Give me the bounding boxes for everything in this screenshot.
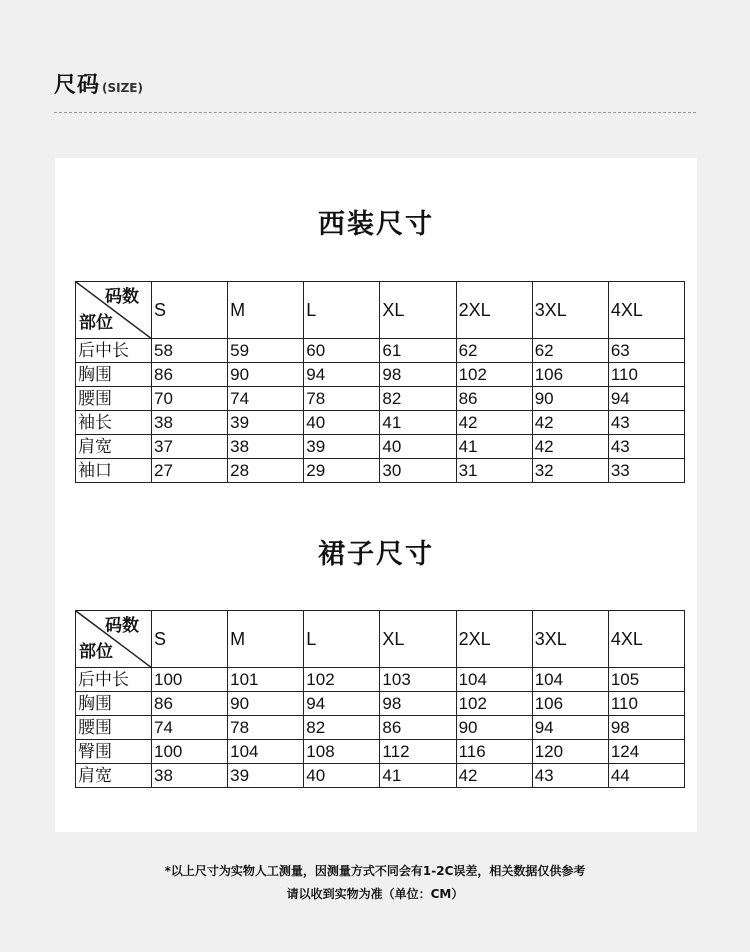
table-cell: 104	[532, 668, 608, 692]
table-cell: 40	[304, 411, 380, 435]
table-cell: 104	[228, 740, 304, 764]
size-header-cell: S	[152, 282, 228, 339]
size-header-cell: L	[304, 611, 380, 668]
table-cell: 42	[532, 435, 608, 459]
table-cell: 61	[380, 339, 456, 363]
size-header-cell: 4XL	[608, 611, 684, 668]
corner-size-label: 码数	[105, 616, 139, 636]
row-label-cell: 肩宽	[76, 435, 152, 459]
table-cell: 90	[456, 716, 532, 740]
size-header-cell: L	[304, 282, 380, 339]
table-cell: 41	[456, 435, 532, 459]
size-header-cell: S	[152, 611, 228, 668]
table-cell: 86	[152, 692, 228, 716]
row-label-cell: 袖长	[76, 411, 152, 435]
table-cell: 86	[456, 387, 532, 411]
size-header-cell: XL	[380, 611, 456, 668]
table-cell: 33	[608, 459, 684, 483]
table-cell: 94	[304, 363, 380, 387]
suit-table-title: 西装尺寸	[318, 209, 434, 240]
table-cell: 58	[152, 339, 228, 363]
table-cell: 90	[228, 363, 304, 387]
table-cell: 98	[380, 692, 456, 716]
size-header-cell: M	[228, 611, 304, 668]
size-header-cell: 2XL	[456, 282, 532, 339]
table-row	[76, 411, 685, 435]
table-cell: 98	[380, 363, 456, 387]
table-row	[76, 387, 685, 411]
table-cell: 39	[304, 435, 380, 459]
row-label-cell: 腰围	[76, 716, 152, 740]
table-cell: 32	[532, 459, 608, 483]
header-title: 尺码	[54, 73, 101, 98]
corner-part-label: 部位	[79, 642, 113, 662]
size-header-cell: 3XL	[532, 611, 608, 668]
table-cell: 102	[456, 692, 532, 716]
table-cell: 102	[304, 668, 380, 692]
skirt-size-table	[75, 610, 685, 788]
table-cell: 63	[608, 339, 684, 363]
table-cell: 101	[228, 668, 304, 692]
skirt-table-title: 裙子尺寸	[318, 539, 434, 570]
table-cell: 38	[152, 764, 228, 788]
table-cell: 124	[608, 740, 684, 764]
table-cell: 116	[456, 740, 532, 764]
corner-size-label: 码数	[105, 287, 139, 307]
table-cell: 28	[228, 459, 304, 483]
table-cell: 108	[304, 740, 380, 764]
table-cell: 41	[380, 411, 456, 435]
table-cell: 43	[532, 764, 608, 788]
table-cell: 59	[228, 339, 304, 363]
table-cell: 62	[532, 339, 608, 363]
table-cell: 39	[228, 411, 304, 435]
section-header	[54, 68, 143, 99]
table-row	[76, 668, 685, 692]
table-cell: 31	[456, 459, 532, 483]
table-row	[76, 692, 685, 716]
size-header-cell: XL	[380, 282, 456, 339]
header-subtitle: (SIZE)	[102, 81, 143, 95]
row-label-cell: 肩宽	[76, 764, 152, 788]
table-row	[76, 363, 685, 387]
table-cell: 104	[456, 668, 532, 692]
table-cell: 103	[380, 668, 456, 692]
table-cell: 102	[456, 363, 532, 387]
row-label-cell: 后中长	[76, 339, 152, 363]
size-header-cell: 3XL	[532, 282, 608, 339]
table-cell: 42	[456, 764, 532, 788]
table-cell: 100	[152, 668, 228, 692]
size-header-cell: 2XL	[456, 611, 532, 668]
size-chart-card	[55, 158, 697, 832]
table-row	[76, 459, 685, 483]
table-row	[76, 764, 685, 788]
table-cell: 29	[304, 459, 380, 483]
table-cell: 94	[304, 692, 380, 716]
table-cell: 62	[456, 339, 532, 363]
table-cell: 27	[152, 459, 228, 483]
table-cell: 60	[304, 339, 380, 363]
table-cell: 42	[456, 411, 532, 435]
table-cell: 94	[532, 716, 608, 740]
table-cell: 112	[380, 740, 456, 764]
table-cell: 78	[228, 716, 304, 740]
table-cell: 44	[608, 764, 684, 788]
row-label-cell: 腰围	[76, 387, 152, 411]
table-cell: 90	[228, 692, 304, 716]
suit-size-table	[75, 281, 685, 483]
table-cell: 98	[608, 716, 684, 740]
table-cell: 94	[608, 387, 684, 411]
size-header-cell: 4XL	[608, 282, 684, 339]
table-cell: 38	[152, 411, 228, 435]
table-header-row	[76, 611, 685, 668]
table-cell: 78	[304, 387, 380, 411]
table-cell: 70	[152, 387, 228, 411]
footer-unit-note: 请以收到实物为准（单位：CM）	[286, 887, 464, 901]
table-cell: 39	[228, 764, 304, 788]
table-cell: 82	[380, 387, 456, 411]
table-row	[76, 716, 685, 740]
corner-part-label: 部位	[79, 313, 113, 333]
table-cell: 40	[380, 435, 456, 459]
table-cell: 82	[304, 716, 380, 740]
table-row	[76, 435, 685, 459]
footer-note: *以上尺寸为实物人工测量，因测量方式不同会有1-2C误差，相关数据仅供参考	[164, 864, 586, 878]
row-label-cell: 后中长	[76, 668, 152, 692]
dashed-divider	[54, 112, 696, 113]
table-header-row	[76, 282, 685, 339]
row-label-cell: 袖口	[76, 459, 152, 483]
table-row	[76, 339, 685, 363]
table-cell: 110	[608, 363, 684, 387]
table-row	[76, 740, 685, 764]
table-cell: 105	[608, 668, 684, 692]
table-cell: 30	[380, 459, 456, 483]
table-cell: 43	[608, 435, 684, 459]
table-cell: 38	[228, 435, 304, 459]
table-cell: 37	[152, 435, 228, 459]
table-cell: 41	[380, 764, 456, 788]
row-label-cell: 胸围	[76, 363, 152, 387]
table-cell: 90	[532, 387, 608, 411]
table-cell: 86	[380, 716, 456, 740]
table-cell: 100	[152, 740, 228, 764]
table-cell: 120	[532, 740, 608, 764]
table-cell: 74	[228, 387, 304, 411]
row-label-cell: 胸围	[76, 692, 152, 716]
table-cell: 86	[152, 363, 228, 387]
table-cell: 74	[152, 716, 228, 740]
table-cell: 40	[304, 764, 380, 788]
table-cell: 42	[532, 411, 608, 435]
row-label-cell: 臀围	[76, 740, 152, 764]
table-cell: 106	[532, 363, 608, 387]
table-cell: 106	[532, 692, 608, 716]
corner-header-cell	[76, 611, 152, 668]
size-header-cell: M	[228, 282, 304, 339]
table-cell: 110	[608, 692, 684, 716]
corner-header-cell	[76, 282, 152, 339]
table-cell: 43	[608, 411, 684, 435]
